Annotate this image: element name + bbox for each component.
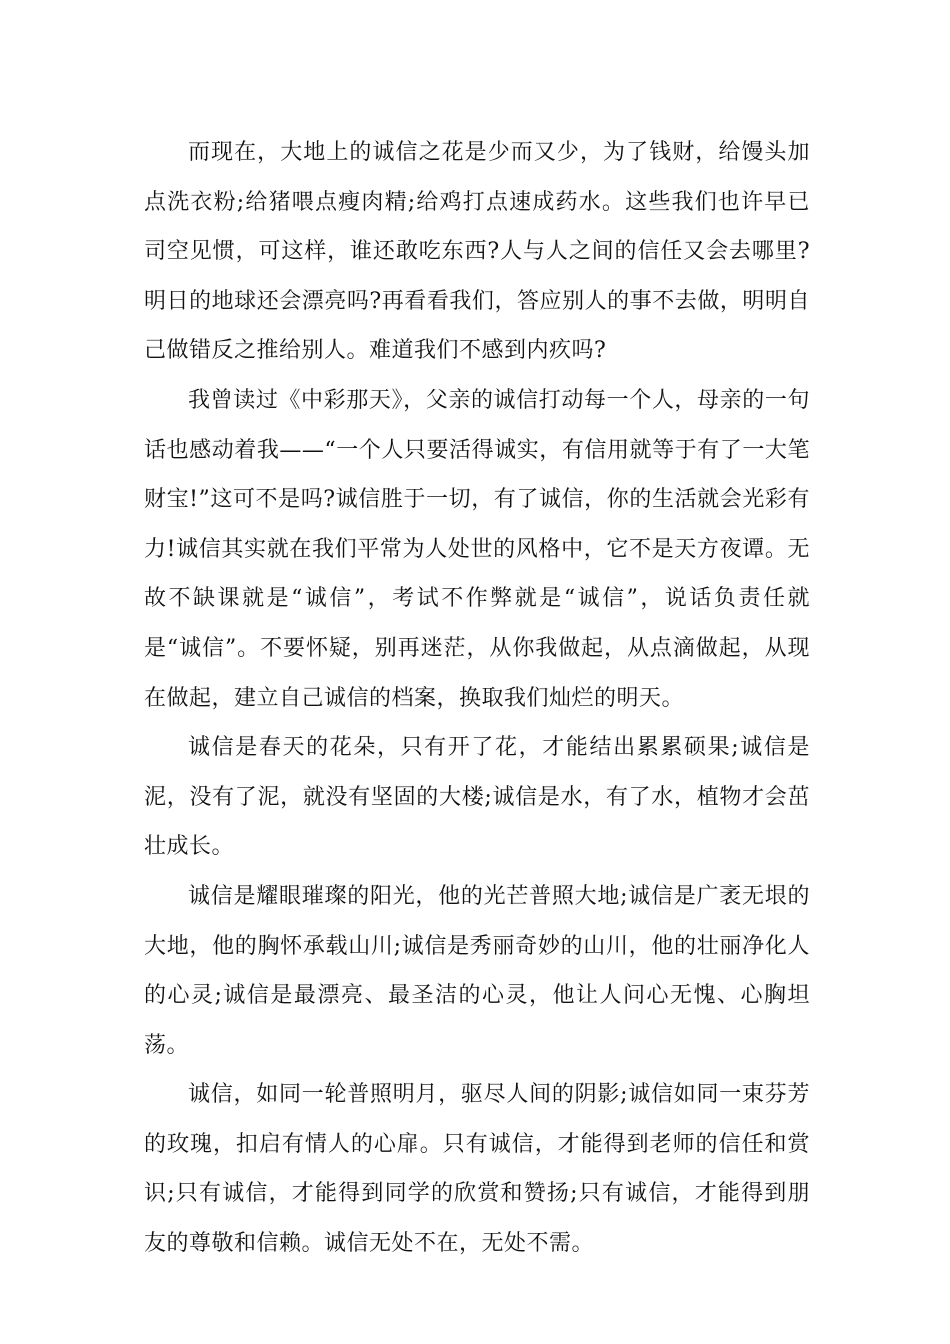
paragraph-1: 而现在，大地上的诚信之花是少而又少，为了钱财，给馒头加点洗衣粉;给猪喂点瘦肉精;给鸡打点速成药水。这些我们也许早已司空见惯，可这样，谁还敢吃东西?人与人之间的信任又会去哪里?明日的地球还会漂亮吗?再看看我们，答应别人的事不去做，明明自己做错反之推给别人。难道我们不感到内疚吗? — [144, 140, 810, 364]
paragraph-2: 我曾读过《中彩那天》，父亲的诚信打动每一个人，母亲的一句话也感动着我——“一个人只要活得诚实，有信用就等于有了一大笔财宝!”这可不是吗?诚信胜于一切，有了诚信，你的生活就会光彩有力!诚信其实就在我们平常为人处世的风格中，它不是天方夜谭。无故不缺课就是“诚信”，考试不作弊就是“诚信”，说话负责任就是“诚信”。不要怀疑，别再迷茫，从你我做起，从点滴做起，从现在做起，建立自己诚信的档案，换取我们灿烂的明天。 — [144, 387, 810, 711]
paragraph-3: 诚信是春天的花朵，只有开了花，才能结出累累硕果;诚信是泥，没有了泥，就没有坚固的大楼;诚信是水，有了水，植物才会茁壮成长。 — [144, 735, 810, 860]
paragraph-5: 诚信，如同一轮普照明月，驱尽人间的阴影;诚信如同一束芬芳的玫瑰，扣启有情人的心扉。只有诚信，才能得到老师的信任和赏识;只有诚信，才能得到同学的欣赏和赞扬;只有诚信，才能得到朋友的尊敬和信赖。诚信无处不在，无处不需。 — [144, 1082, 810, 1257]
paragraph-4: 诚信是耀眼璀璨的阳光，他的光芒普照大地;诚信是广袤无垠的大地，他的胸怀承载山川;诚信是秀丽奇妙的山川，他的壮丽净化人的心灵;诚信是最漂亮、最圣洁的心灵，他让人问心无愧、心胸坦荡。 — [144, 883, 810, 1058]
document-page — [144, 128, 810, 1269]
